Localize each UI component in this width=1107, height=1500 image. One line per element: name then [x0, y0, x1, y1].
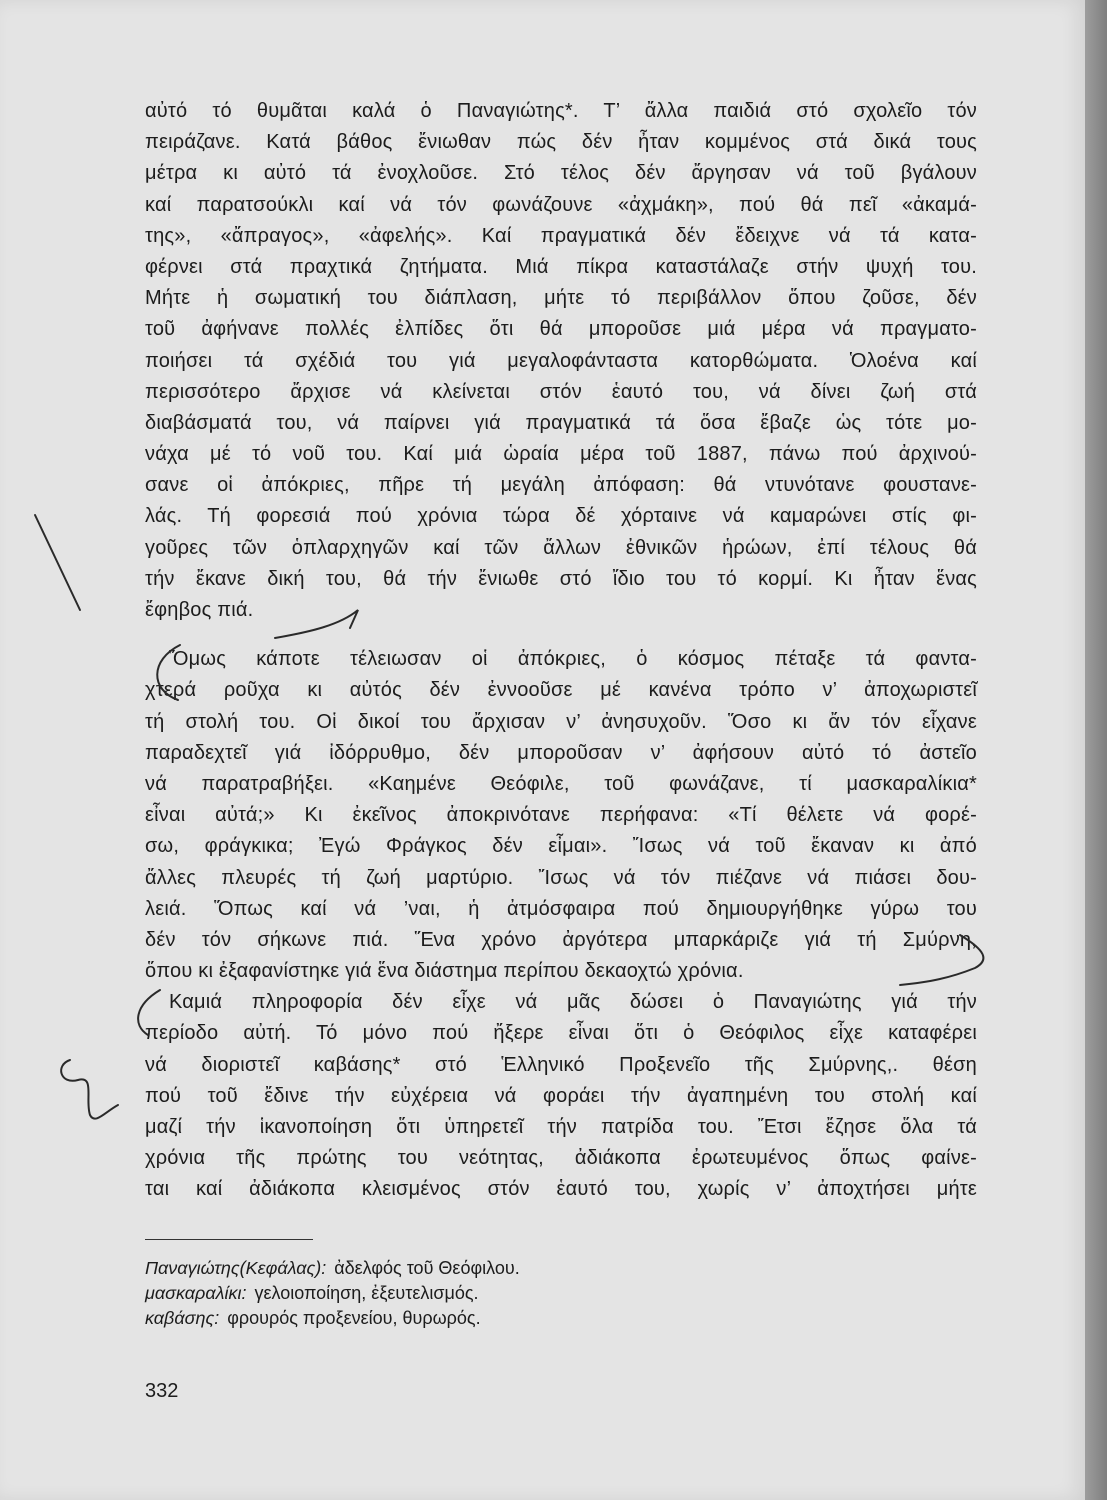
body-line: πειράζανε. Κατά βάθος ἔνιωθαν πώς δέν ἦταν κομμένος στά δικά τους	[145, 131, 977, 154]
footnote-definition: γελοιοποίηση, ἐξευτελισμός.	[254, 1283, 479, 1303]
body-line: Μήτε ἡ σωματική του διάπλαση, μήτε τό περιβάλλον ὅπου ζοῦσε, δέν	[145, 287, 977, 310]
body-line: περισσότερο ἄρχισε νά κλείνεται στόν ἑαυτό του, νά δίνει ζωή στά	[145, 380, 977, 403]
body-line: δέν τόν σήκωνε πιά. Ἕνα χρόνο ἀργότερα μπαρκάριζε γιά τή Σμύρνη,	[145, 928, 977, 951]
body-line: της», «ἄπραγος», «ἀφελής». Καί πραγματικά δέν ἔδειχνε νά τά κατα-	[145, 224, 977, 247]
body-line: λάς. Τή φορεσιά πού χρόνια τώρα δέ χόρταινε νά καμαρώνει στίς φι-	[145, 505, 977, 528]
swoosh-mark-1	[275, 610, 358, 638]
body-line: λειά. Ὅπως καί νά ’ναι, ἡ ἀτμόσφαιρα πού δημιουργήθηκε γύρω του	[145, 897, 977, 920]
body-line: Ὅμως κάποτε τέλειωσαν οἱ ἀπόκριες, ὁ κόσμος πέταξε τά φαντα-	[169, 648, 977, 671]
body-line: περίοδο αὐτή. Τό μόνο πού ἤξερε εἶναι ὅτι ὁ Θεόφιλος εἶχε καταφέρει	[145, 1022, 977, 1045]
body-line: χτερά ροῦχα κι αὐτός δέν ἐννοοῦσε μέ κανένα τρόπο ν’ ἀποχωριστεῖ	[145, 679, 977, 702]
margin-squiggle-mark	[61, 1060, 118, 1119]
body-line: φέρνει στά πραχτικά ζητήματα. Μιά πίκρα καταστάλαζε στήν ψυχή του.	[145, 255, 977, 278]
body-line: τοῦ ἀφήνανε πολλές ἐλπίδες ὅτι θά μποροῦσε μιά μέρα νά πραγματο-	[145, 318, 977, 341]
body-line: ται καί ἀδιάκοπα κλεισμένος στόν ἑαυτό του, χωρίς ν’ ἀποχτήσει μήτε	[145, 1178, 977, 1201]
body-line: ἔφηβος πιά.	[145, 599, 254, 621]
footnote-term: μασκαραλίκι:	[145, 1283, 247, 1303]
body-line: σω, φράγκικα; Ἐγώ Φράγκος δέν εἶμαι». Ἴσως νά τοῦ ἔκαναν κι ἀπό	[145, 835, 977, 858]
footnote-term: Παναγιώτης(Κεφάλας):	[145, 1258, 327, 1278]
body-line: σανε οἱ ἀπόκριες, πῆρε τή μεγάλη ἀπόφαση: θά ντυνότανε φουστανε-	[145, 474, 977, 497]
body-line: νά παρατραβήξει. «Καημένε Θεόφιλε, τοῦ φωνάζανε, τί μασκαραλίκια*	[145, 772, 977, 795]
body-line: νάχα μέ τό νοῦ του. Καί μιά ὡραία μέρα τοῦ 1887, πάνω πού ἀρχινού-	[145, 443, 977, 466]
body-line: διαβάσματά του, νά παίρνει γιά πραγματικά τά ὅσα ἔβαζε ὡς τότε μο-	[145, 411, 977, 434]
body-line: πού τοῦ ἔδινε τήν εὐχέρεια νά φοράει τήν ἀγαπημένη του στολή καί	[145, 1084, 977, 1107]
body-line: αὐτό τό θυμᾶται καλά ὁ Παναγιώτης*. Τ’ ἄλλα παιδιά στό σχολεῖο τόν	[145, 100, 977, 122]
body-line: εἶναι αὐτά;» Κι ἐκεῖνος ἀποκρινότανε περήφανα: «Τί θέλετε νά φορέ-	[145, 804, 977, 827]
body-line: ὅπου κι ἐξαφανίστηκε γιά ἕνα διάστημα περίπου δεκαοχτώ χρόνια.	[145, 960, 744, 983]
margin-slash-mark	[35, 515, 80, 610]
body-line: ποιήσει τά σχέδιά του γιά μεγαλοφάνταστα κατορθώματα. Ὁλοένα καί	[145, 349, 977, 372]
swoosh-mark-2	[900, 935, 983, 985]
footnote-definition: φρουρός προξενείου, θυρωρός.	[227, 1308, 481, 1328]
footnote-term: καβάσης:	[145, 1308, 220, 1328]
body-line: μέτρα κι αὐτό τά ἐνοχλοῦσε. Στό τέλος δέν ἄργησαν νά τοῦ βγάλουν	[145, 162, 977, 185]
body-line: καί παρατσούκλι καί νά τόν φωνάζουνε «ἀχμάκη», πού θά πεῖ «ἀκαμά-	[145, 193, 977, 216]
body-line: ἄλλες πλευρές τή ζωή μαρτύριο. Ἴσως νά τόν πιέζανε νά πιάσει δου-	[145, 866, 977, 889]
body-line: παραδεχτεῖ γιά ἰδόρρυθμο, δέν μποροῦσαν ν’ ἀφήσουν αὐτό τό ἀστεῖο	[145, 741, 977, 764]
bracket-mark-2	[138, 990, 160, 1035]
body-line: τή στολή του. Οἱ δικοί του ἄρχισαν ν’ ἀνησυχοῦν. Ὅσο κι ἄν τόν εἶχανε	[145, 710, 977, 733]
bracket-mark-1	[157, 645, 180, 700]
page-edge	[1085, 0, 1107, 1500]
body-line: γοῦρες τῶν ὁπλαρχηγῶν καί τῶν ἄλλων ἐθνικῶν ἡρώων, ἐπί τέλους θά	[145, 536, 977, 559]
page-number: 332	[145, 1380, 179, 1402]
footnote-definition: ἀδελφός τοῦ Θεόφιλου.	[334, 1258, 520, 1278]
body-line: τήν ἔκανε δική του, θά τήν ἔνιωθε στό ἴδιο του τό κορμί. Κι ἦταν ἕνας	[145, 567, 977, 590]
body-line: νά διοριστεῖ καβάσης* στό Ἑλληνικό Προξενεῖο τῆς Σμύρνης,. θέση	[145, 1053, 977, 1076]
body-line: χρόνια τῆς πρώτης του νεότητας, ἀδιάκοπα ἐρωτευμένος ὅπως φαίνε-	[145, 1147, 977, 1170]
body-line: μαζί τήν ἱκανοποίηση ὅτι ὑπηρετεῖ τήν πατρίδα του. Ἔτσι ἔζησε ὅλα τά	[145, 1116, 977, 1138]
body-line: Καμιά πληροφορία δέν εἶχε νά μᾶς δώσει ὁ Παναγιώτης γιά τήν	[169, 991, 977, 1014]
